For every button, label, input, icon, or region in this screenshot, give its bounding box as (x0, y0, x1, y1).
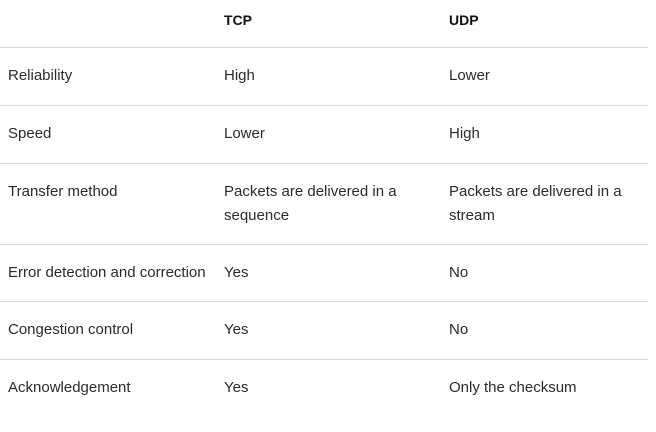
feature-cell: Speed (8, 125, 52, 142)
table-row (0, 106, 648, 164)
feature-cell: Reliability (8, 67, 73, 84)
feature-cell: Transfer method (8, 183, 118, 200)
feature-cell: Acknowledgement (8, 379, 131, 396)
header-cell-tcp: TCP (224, 12, 252, 28)
tcp-cell: Packets are delivered in a sequence (224, 183, 397, 224)
table-row (0, 245, 648, 302)
udp-cell: Packets are delivered in a stream (449, 183, 622, 224)
table-row (0, 48, 648, 106)
header-cell-feature (0, 0, 216, 48)
table-row (0, 360, 648, 413)
udp-cell: No (449, 321, 469, 338)
table-header (0, 0, 648, 48)
tcp-cell: High (224, 67, 255, 84)
udp-cell: High (449, 125, 480, 142)
table-row (0, 164, 648, 245)
tcp-cell: Lower (224, 125, 265, 142)
tcp-cell: Yes (224, 264, 249, 281)
udp-cell: Lower (449, 67, 490, 84)
tcp-cell: Yes (224, 379, 249, 396)
tcp-cell: Yes (224, 321, 249, 338)
feature-cell: Error detection and correction (8, 264, 206, 281)
header-cell-udp: UDP (449, 12, 479, 28)
udp-cell: Only the checksum (449, 379, 577, 396)
header-row (0, 0, 648, 48)
table-row (0, 302, 648, 360)
feature-cell: Congestion control (8, 321, 134, 338)
udp-cell: No (449, 264, 469, 281)
table-body (0, 48, 648, 413)
